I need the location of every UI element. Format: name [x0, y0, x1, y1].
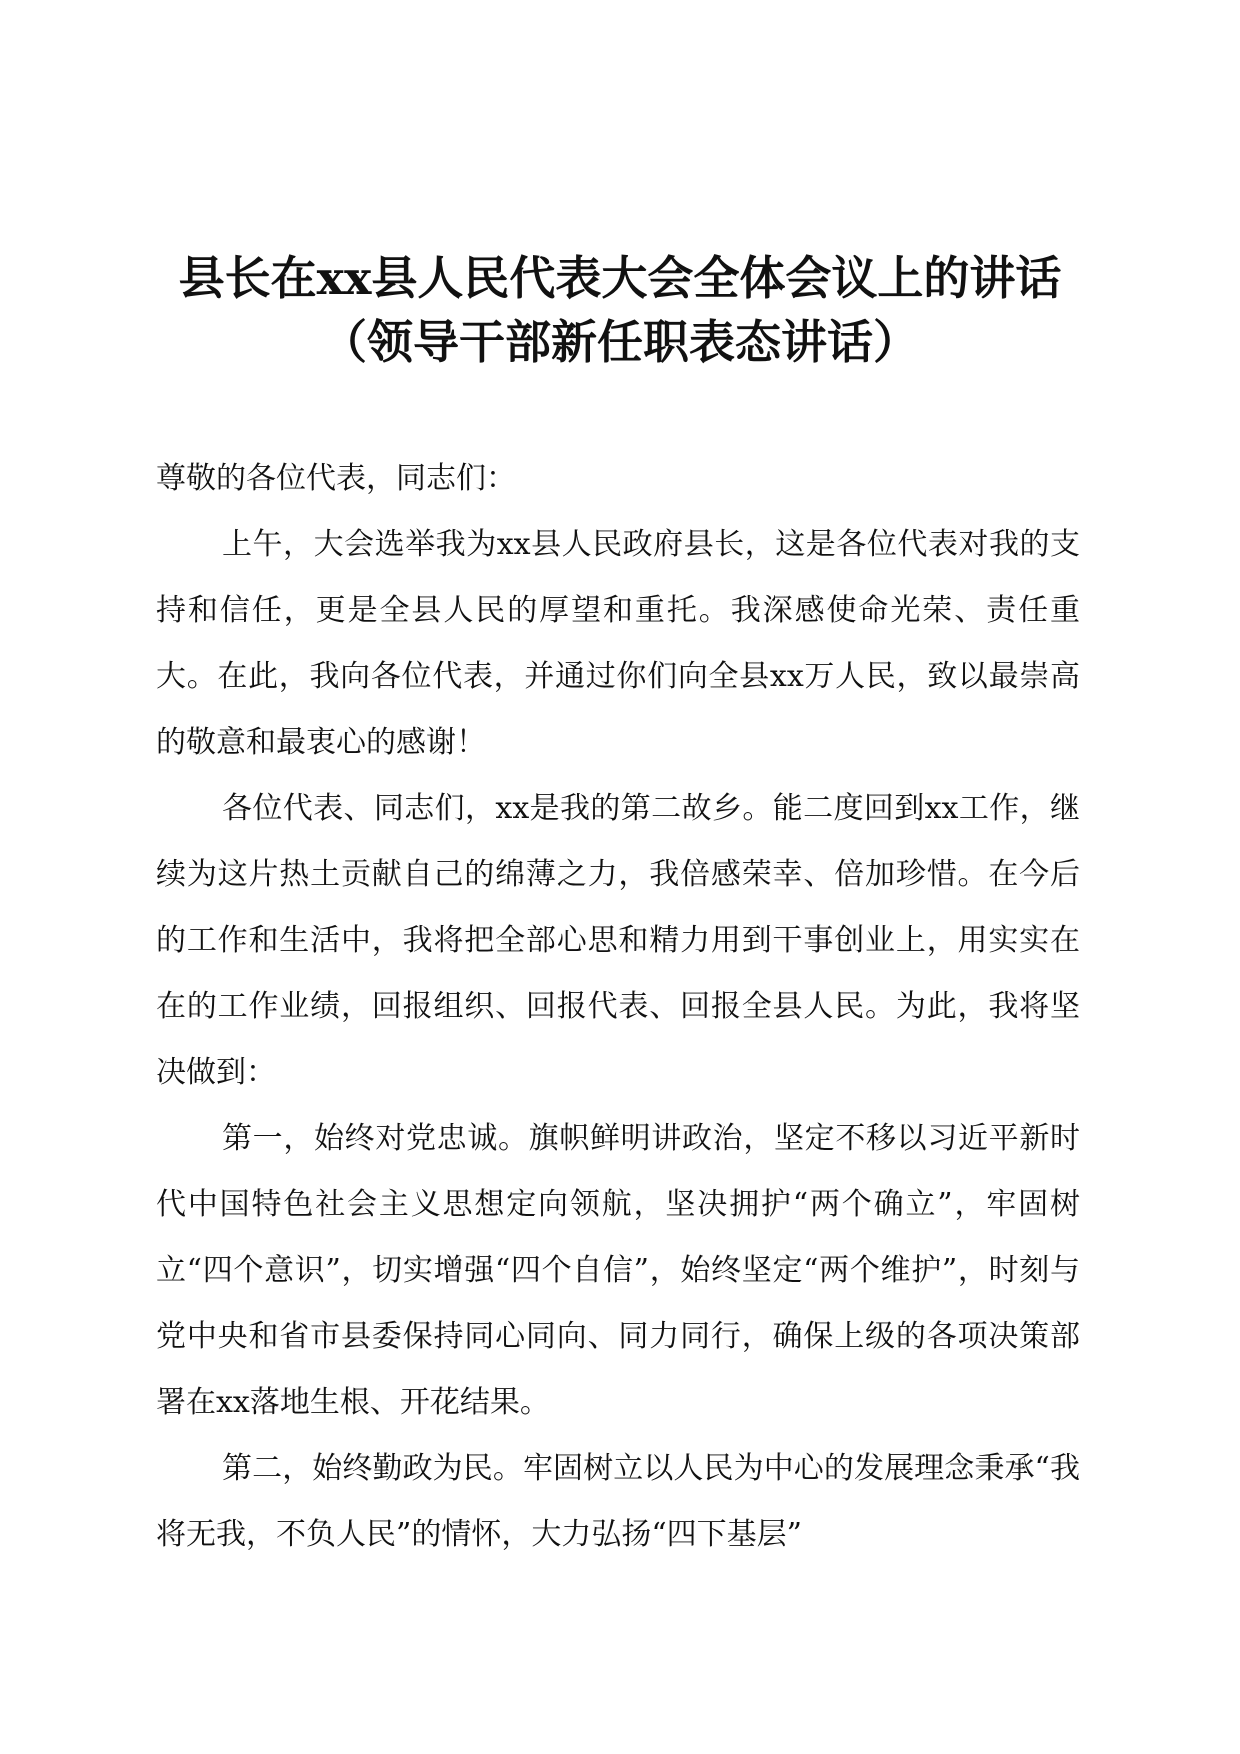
paragraph-1: 上午，大会选举我为xx县人民政府县长，这是各位代表对我的支持和信任，更是全县人民的厚望和重托。我深感使命光荣、责任重大。在此，我向各位代表，并通过你们向全县xx万人民，致以最崇高的敬意和最衷心的感谢！ [156, 527, 1080, 760]
document-body [156, 446, 1080, 1568]
salutation: 尊敬的各位代表，同志们： [156, 461, 516, 496]
title-line-main: 县长在xx县人民代表大会全体会议上的讲话 [178, 251, 1062, 305]
paragraph-2: 各位代表、同志们，xx是我的第二故乡。能二度回到xx工作，继续为这片热土贡献自己的绵薄之力，我倍感荣幸、倍加珍惜。在今后的工作和生活中，我将把全部心思和精力用到干事创业上，用实实在在的工作业绩，回报组织、回报代表、回报全县人民。为此，我将坚决做到： [156, 791, 1080, 1090]
paragraph-3: 第一，始终对党忠诚。旗帜鲜明讲政治，坚定不移以习近平新时代中国特色社会主义思想定向领航，坚决拥护“两个确立”，牢固树立“四个意识”，切实增强“四个自信”，始终坚定“两个维护”，时刻与党中央和省市县委保持同心同向、同力同行，确保上级的各项决策部署在xx落地生根、开花结果。 [156, 1121, 1080, 1420]
document-title [130, 246, 1110, 374]
paragraph-4: 第二，始终勤政为民。牢固树立以人民为中心的发展理念秉承“我将无我，不负人民”的情怀，大力弘扬“四下基层” [156, 1451, 1080, 1552]
title-line-subtitle: （领导干部新任职表态讲话） [321, 315, 919, 369]
